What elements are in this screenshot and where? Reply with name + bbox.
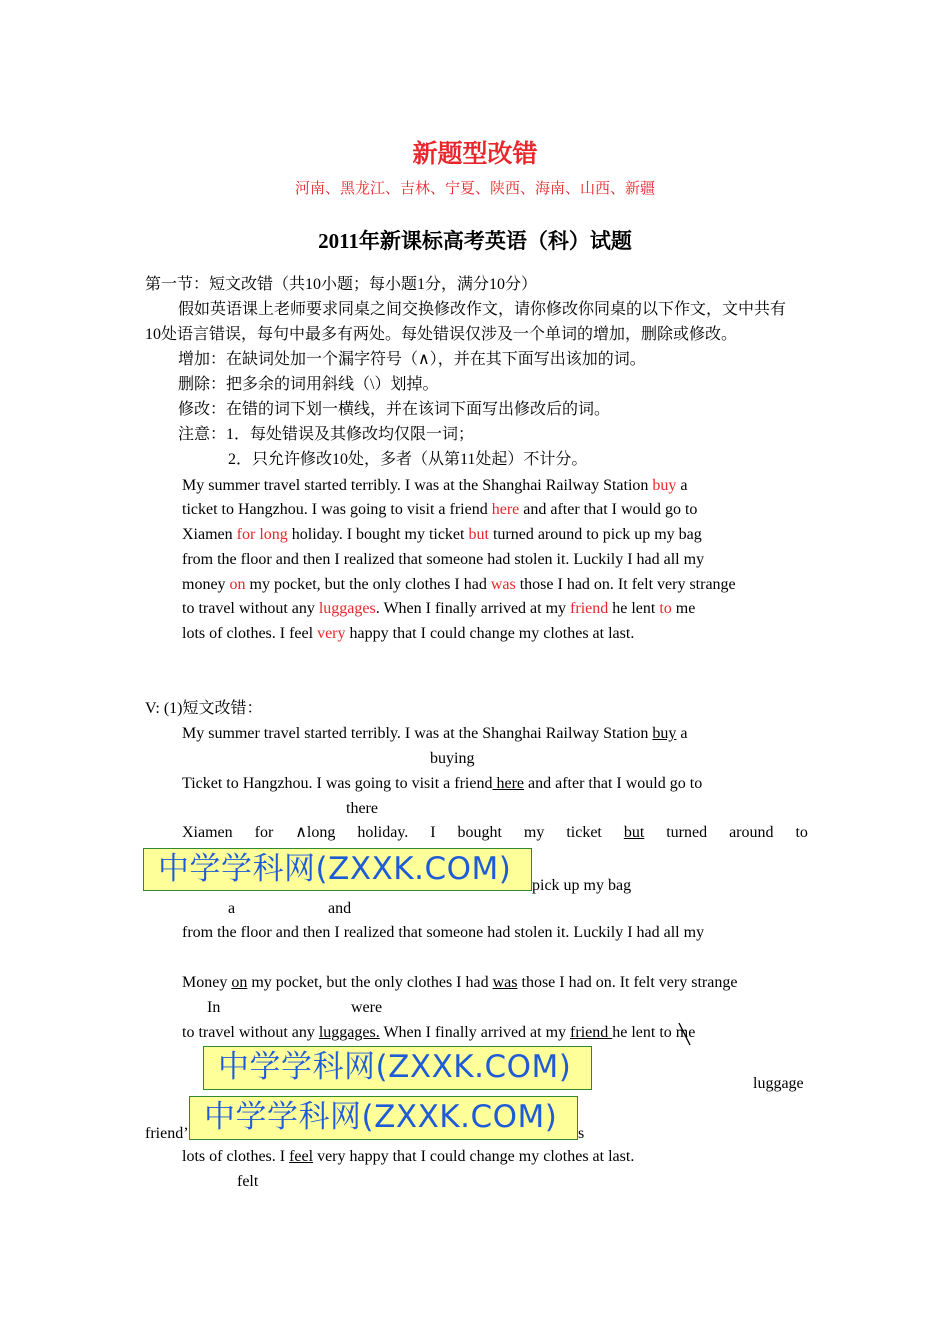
answer-line-2: Ticket to Hangzhou. I was going to visit a friend here and after that I would go to xyxy=(182,775,703,792)
intro-line-2: 10处语言错误，每句中最多有两处。每处错误仅涉及一个单词的增加，删除或修改。 xyxy=(145,326,738,343)
passage-line-5: money on my pocket, but the only clothes I had was those I had on. It felt very strange xyxy=(182,576,736,593)
answer-line-3-cont: pick up my bag xyxy=(532,877,632,894)
passage-line-2: ticket to Hangzhou. I was going to visit a friend here and after that I would go to xyxy=(182,501,698,518)
answer-line-4: from the floor and then I realized that someone had stolen it. Luckily I had all my xyxy=(182,924,705,941)
passage-line-6: to travel without any luggages. When I finally arrived at my friend he lent to me xyxy=(182,600,696,617)
answer-line-5: Money on my pocket, but the only clothes I had was those I had on. It felt very strange xyxy=(182,974,738,991)
correction-in: In xyxy=(207,999,221,1016)
error-word: very xyxy=(317,625,346,642)
correction-luggage: luggage xyxy=(753,1075,804,1092)
correction-felt: felt xyxy=(237,1173,259,1190)
error-word: friend xyxy=(570,600,609,617)
watermark-banner: 中学学科网(ZXXK.COM) xyxy=(203,1046,592,1090)
passage-line-1: My summer travel started terribly. I was at the Shanghai Railway Station buy a xyxy=(182,477,688,494)
delete-slash-icon xyxy=(678,1022,692,1046)
correction-friends-a: friend’ xyxy=(145,1125,189,1142)
intro-line-1: 假如英语课上老师要求同桌之间交换修改作文，请你修改你同桌的以下作文，文中共有 xyxy=(178,301,787,318)
answer-line-1: My summer travel started terribly. I was at the Shanghai Railway Station buy a xyxy=(182,725,688,742)
exam-title: 2011年新课标高考英语（科）试题 xyxy=(318,229,632,253)
error-word: buy xyxy=(652,477,677,494)
error-word: for long xyxy=(236,526,288,543)
answer-line-7: lots of clothes. I feel very happy that I could change my clothes at last. xyxy=(182,1148,635,1165)
correction-friends-b: s xyxy=(578,1125,585,1142)
note-1: 注意：1．每处错误及其修改均仅限一词； xyxy=(178,426,475,443)
passage-line-3: Xiamen for long holiday. I bought my ticket but turned around to pick up my bag xyxy=(182,526,702,543)
document-title: 新题型改错 xyxy=(412,141,538,168)
regions-subtitle: 河南、黑龙江、吉林、宁夏、陕西、海南、山西、新疆 xyxy=(294,181,655,197)
answer-line-6: to travel without any luggages. When I finally arrived at my friend he lent to me xyxy=(182,1024,696,1041)
error-word: was xyxy=(490,576,516,593)
error-word: here xyxy=(491,501,520,518)
error-word: luggages xyxy=(318,600,376,617)
rule-modify: 修改：在错的词下划一横线，并在该词下面写出修改后的词。 xyxy=(178,401,611,418)
answer-heading: V: (1)短文改错： xyxy=(145,700,263,717)
correction-there: there xyxy=(346,800,378,817)
note-2: 2．只允许修改10处，多者（从第11处起）不计分。 xyxy=(228,451,588,468)
watermark-banner: 中学学科网(ZXXK.COM) xyxy=(143,848,532,891)
answer-line-3: Xiamen for ∧long holiday. I bought my ticket but turned around to xyxy=(182,824,808,841)
error-word: to xyxy=(659,600,672,617)
correction-were: were xyxy=(351,999,383,1016)
section-heading: 第一节：短文改错（共10小题；每小题1分，满分10分） xyxy=(145,276,538,293)
watermark-banner: 中学学科网(ZXXK.COM) xyxy=(189,1096,578,1140)
correction-buying: buying xyxy=(430,750,475,767)
error-word: but xyxy=(468,526,489,543)
passage-line-7: lots of clothes. I feel very happy that I could change my clothes at last. xyxy=(182,625,635,642)
error-word: on xyxy=(229,576,246,593)
correction-a: a xyxy=(228,900,236,917)
rule-add: 增加：在缺词处加一个漏字符号（∧），并在其下面写出该加的词。 xyxy=(178,351,646,368)
rule-delete: 删除：把多余的词用斜线（\）划掉。 xyxy=(178,376,439,393)
correction-and: and xyxy=(328,900,352,917)
passage-line-4: from the floor and then I realized that someone had stolen it. Luckily I had all my xyxy=(182,551,705,568)
